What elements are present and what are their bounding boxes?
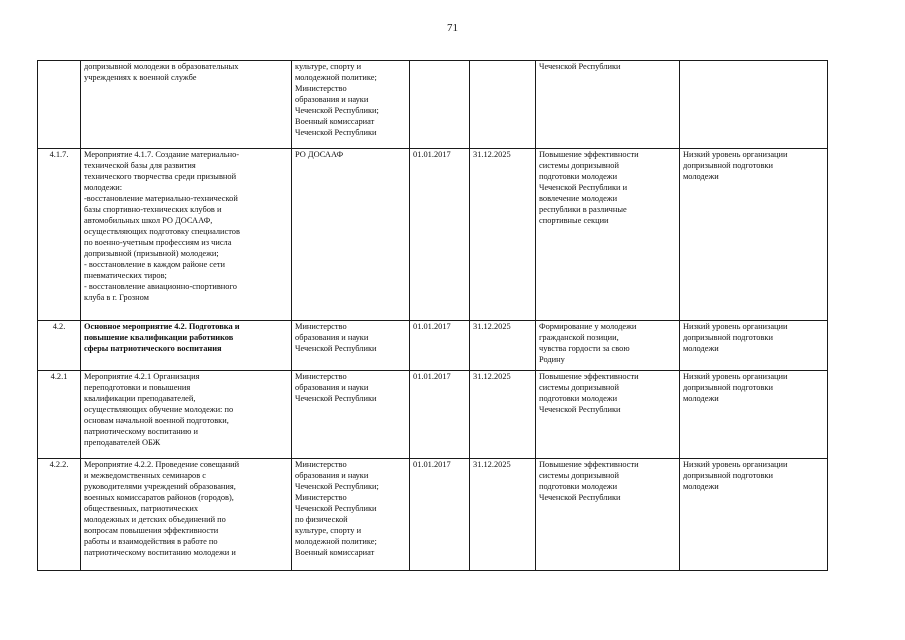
expected-result-cell: Формирование у молодежи гражданской позиции, чувства гордости за свою Родину [536,321,680,371]
table-row [38,321,828,371]
page-number: 71 [447,22,458,34]
executor-cell: РО ДОСААФ [292,149,410,321]
risk-cell: Низкий уровень организации допризывной подготовки молодежи [680,459,828,571]
expected-result-cell: Повышение эффективности системы допризывной подготовки молодежи Чеченской Республики [536,371,680,459]
table-row [38,61,828,149]
expected-result-cell: Повышение эффективности системы допризывной подготовки молодежи Чеченской Республики и вовлечение молодежи республики в различные спортивные секции [536,149,680,321]
activity-name-cell: Мероприятие 4.2.2. Проведение совещаний и межведомственных семинаров с руководителями учреждений образования, военных комиссаратов районов (городов), общественных, патриотических молодежных и детских объединений по вопросам повышения эффективности работы и взаимодействия в работе по патриотическому воспитанию молодежи и [81,459,292,571]
executor-cell: Министерство образования и науки Чеченской Республики [292,371,410,459]
executor-cell: Министерство образования и науки Чеченской Республики; Министерство Чеченской Республики по физической культуре, спорту и молодежной политике; Военный комиссариат [292,459,410,571]
end-date-cell: 31.12.2025 [470,459,536,571]
risk-cell: Низкий уровень организации допризывной подготовки молодежи [680,321,828,371]
table-row [38,459,828,571]
activity-name-cell: Мероприятие 4.2.1 Организация переподготовки и повышения квалификации преподавателей, осуществляющих обучение молодежи: по основам начальной военной подготовки, патриотическому воспитанию и преподавателей ОБЖ [81,371,292,459]
start-date-cell: 01.01.2017 [410,371,470,459]
row-number-cell: 4.2.1 [38,371,81,459]
row-number-cell [38,61,81,149]
start-date-cell: 01.01.2017 [410,321,470,371]
expected-result-cell: Повышение эффективности системы допризывной подготовки молодежи Чеченской Республики [536,459,680,571]
start-date-cell: 01.01.2017 [410,149,470,321]
program-activities-table [37,60,828,571]
row-number-cell: 4.2.2. [38,459,81,571]
executor-cell: культуре, спорту и молодежной политике; Министерство образования и науки Чеченской Республики; Военный комиссариат Чеченской Республики [292,61,410,149]
activity-name-cell: допризывной молодежи в образовательных учреждениях к военной службе [81,61,292,149]
risk-cell [680,61,828,149]
table-row [38,149,828,321]
activity-name-cell: Мероприятие 4.1.7. Создание материально- технической базы для развития технического творчества среди призывной молодежи: -восстановление материально-технической базы спортивно-технических клубов и автомобильных школ РО ДОСААФ, осуществляющих подготовку специалистов по военно-учетным профессиям из числа допризывной (призывной) молодежи; - восстановление в каждом районе сети пневматических тиров; - восстановление авиационно-спортивного клуба в г. Грозном [81,149,292,321]
row-number-cell: 4.2. [38,321,81,371]
executor-cell: Министерство образования и науки Чеченской Республики [292,321,410,371]
expected-result-cell: Чеченской Республики [536,61,680,149]
table-row [38,371,828,459]
end-date-cell: 31.12.2025 [470,371,536,459]
start-date-cell [410,61,470,149]
risk-cell: Низкий уровень организации допризывной подготовки молодежи [680,149,828,321]
activity-name-cell: Основное мероприятие 4.2. Подготовка и повышение квалификации работников сферы патриотического воспитания [81,321,292,371]
end-date-cell: 31.12.2025 [470,149,536,321]
start-date-cell: 01.01.2017 [410,459,470,571]
row-number-cell: 4.1.7. [38,149,81,321]
end-date-cell [470,61,536,149]
risk-cell: Низкий уровень организации допризывной подготовки молодежи [680,371,828,459]
end-date-cell: 31.12.2025 [470,321,536,371]
